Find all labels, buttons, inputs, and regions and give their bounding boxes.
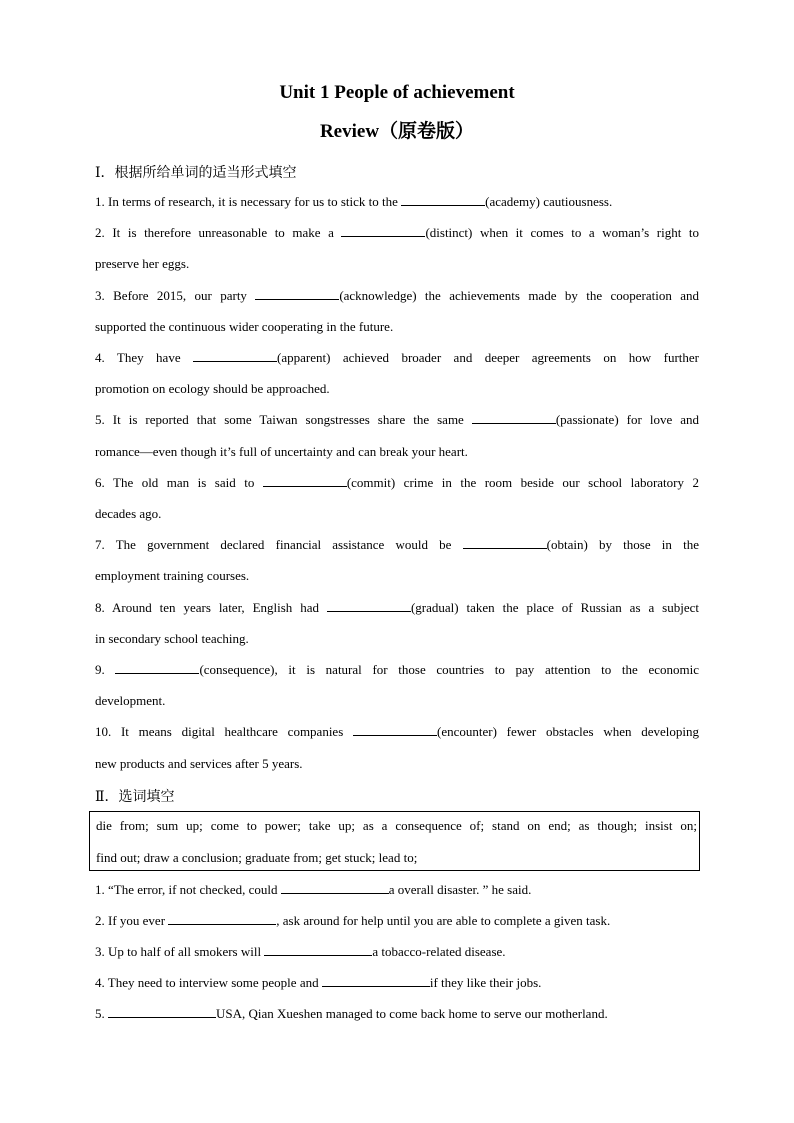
question-4: 4. They have (apparent) achieved broader and deeper agreements on how further [95,350,699,365]
question-6: 6. The old man is said to (commit) crime in the room beside our school laboratory 2 [95,475,699,490]
answer-blank[interactable] [463,536,547,549]
answer-blank[interactable] [255,287,339,300]
question-4-cont: promotion on ecology should be approached. [95,381,330,396]
question-1: 1. In terms of research, it is necessary for us to stick to the (academy) cautiousness. [95,194,613,209]
question-9: 9. (consequence), it is natural for those countries to pay attention to the economic [95,662,700,677]
document-title: Unit 1 People of achievement [279,82,515,103]
answer-blank[interactable] [193,349,277,362]
section2-heading: Ⅱ．选词填空 [95,790,175,805]
answer-blank[interactable] [322,974,430,987]
answer-blank[interactable] [281,881,389,894]
question-2-cont: preserve her eggs. [95,256,190,271]
question-8-cont: in secondary school teaching. [95,631,249,646]
fill-question-1: 1. “The error, if not checked, could a overall disaster. ” he said. [95,882,532,897]
word-bank-line-2: find out; draw a conclusion; graduate from; get stuck; lead to; [96,850,418,865]
question-5: 5. It is reported that some Taiwan songstresses share the same (passionate) for love and [95,412,699,427]
question-6-cont: decades ago. [95,506,162,521]
question-9-cont: development. [95,693,166,708]
word-bank-box [89,811,700,871]
fill-question-3: 3. Up to half of all smokers will a tobacco-related disease. [95,944,506,959]
answer-blank[interactable] [263,474,347,487]
answer-blank[interactable] [115,661,199,674]
question-2: 2. It is therefore unreasonable to make a (distinct) when it comes to a woman’s right to [95,225,699,240]
answer-blank[interactable] [264,943,372,956]
question-10-cont: new products and services after 5 years. [95,756,303,771]
question-10: 10. It means digital healthcare companies (encounter) fewer obstacles when developing [95,724,699,739]
answer-blank[interactable] [108,1005,216,1018]
answer-blank[interactable] [341,224,425,237]
fill-question-2: 2. If you ever , ask around for help until you are able to complete a given task. [95,913,611,928]
question-3-cont: supported the continuous wider cooperating in the future. [95,319,394,334]
fill-question-4: 4. They need to interview some people and if they like their jobs. [95,975,542,990]
answer-blank[interactable] [401,193,485,206]
question-7: 7. The government declared financial assistance would be (obtain) by those in the [95,537,699,552]
word-bank-line-1: die from; sum up; come to power; take up; as a consequence of; stand on end; as though; insist on; [96,818,697,833]
fill-question-5: 5. USA, Qian Xueshen managed to come back home to serve our motherland. [95,1006,608,1021]
question-8: 8. Around ten years later, English had (gradual) taken the place of Russian as a subject [95,600,699,615]
document-subtitle: Review（原卷版） [319,121,475,142]
question-7-cont: employment training courses. [95,568,250,583]
question-5-cont: romance—even though it’s full of uncertainty and can break your heart. [95,444,468,459]
answer-blank[interactable] [327,599,411,612]
answer-blank[interactable] [168,912,276,925]
question-3: 3. Before 2015, our party (acknowledge) the achievements made by the cooperation and [95,288,699,303]
answer-blank[interactable] [353,723,437,736]
section1-heading: Ⅰ．根据所给单词的适当形式填空 [95,166,297,181]
answer-blank[interactable] [472,411,556,424]
